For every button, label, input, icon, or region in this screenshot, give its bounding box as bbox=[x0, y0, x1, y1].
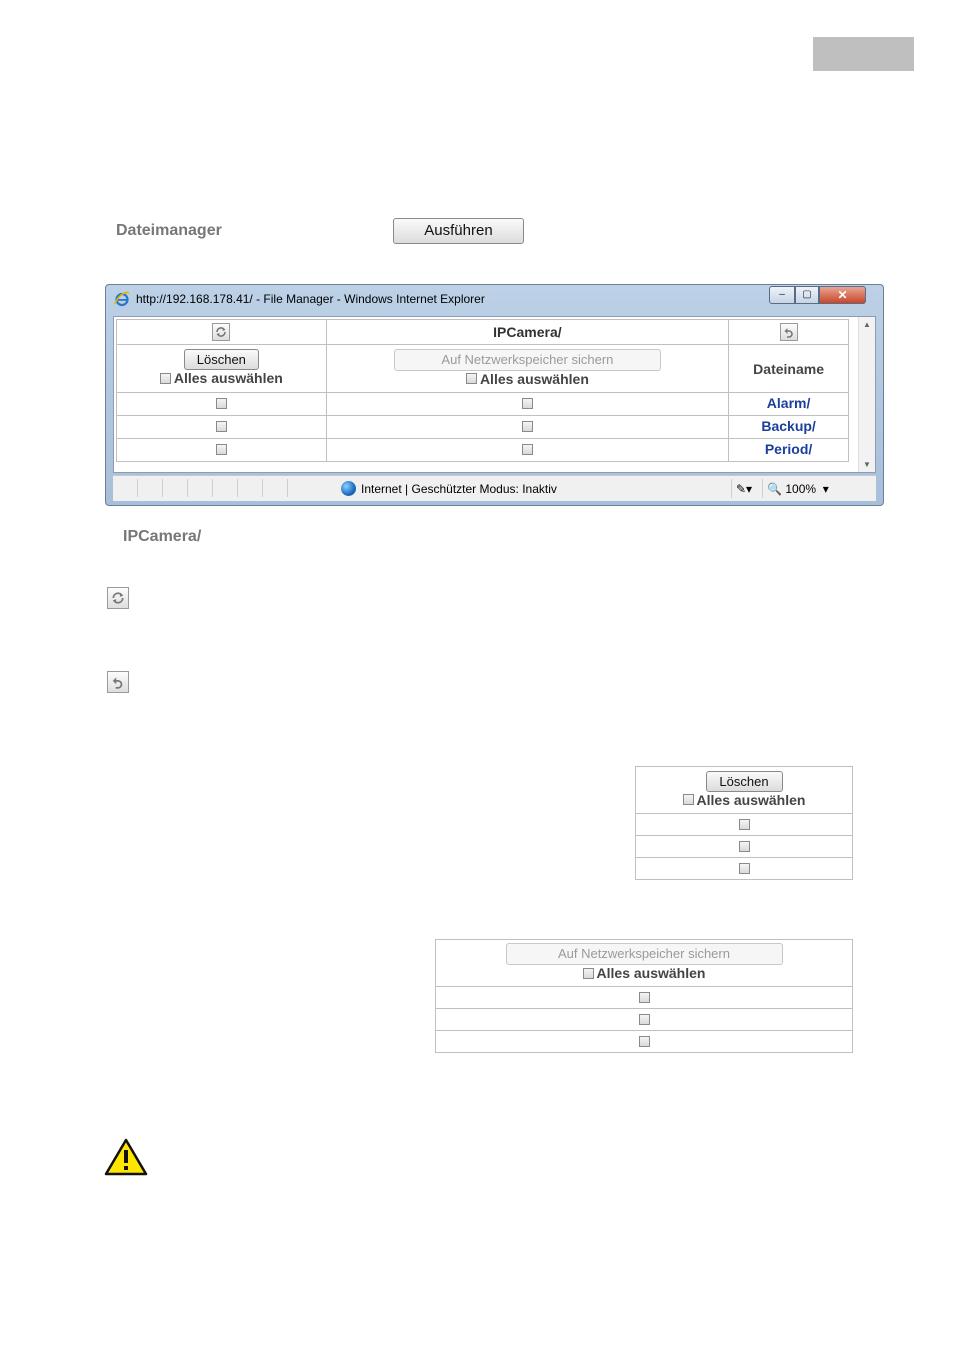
select-all-delete-checkbox[interactable] bbox=[160, 373, 171, 384]
row-nas-checkbox[interactable] bbox=[522, 421, 533, 432]
nas-column-panel bbox=[435, 939, 853, 1053]
table-row bbox=[117, 393, 849, 416]
status-bar bbox=[113, 475, 876, 501]
row-delete-checkbox[interactable] bbox=[216, 421, 227, 432]
delete-button[interactable]: Löschen bbox=[706, 771, 783, 792]
table-row bbox=[436, 987, 853, 1009]
file-table bbox=[116, 319, 849, 462]
table-row bbox=[436, 1009, 853, 1031]
refresh-icon[interactable] bbox=[212, 323, 230, 341]
select-all-label: Alles auswählen bbox=[173, 370, 283, 386]
save-nas-button[interactable]: Auf Netzwerkspeicher sichern bbox=[394, 349, 661, 371]
browser-content bbox=[113, 316, 876, 473]
folder-link-alarm[interactable]: Alarm/ bbox=[766, 395, 811, 411]
current-directory: IPCamera/ bbox=[326, 320, 728, 345]
delete-column-panel bbox=[635, 766, 853, 880]
row-nas-checkbox[interactable] bbox=[522, 398, 533, 409]
run-button[interactable]: Ausführen bbox=[393, 218, 524, 244]
table-row bbox=[117, 416, 849, 439]
close-icon[interactable]: ✕ bbox=[819, 286, 866, 304]
back-icon[interactable] bbox=[107, 671, 129, 693]
select-all-nas-checkbox[interactable] bbox=[466, 373, 477, 384]
select-all-delete-checkbox[interactable] bbox=[683, 794, 694, 805]
internet-zone-icon bbox=[341, 481, 356, 496]
table-row bbox=[636, 814, 853, 836]
directory-label: IPCamera/ bbox=[123, 528, 202, 545]
table-row bbox=[117, 439, 849, 462]
scroll-down-icon[interactable]: ▼ bbox=[863, 460, 871, 469]
minimize-icon[interactable]: – bbox=[769, 286, 795, 304]
status-text: Internet | Geschützter Modus: Inaktiv bbox=[361, 482, 557, 496]
maximize-icon[interactable]: ▢ bbox=[795, 286, 819, 304]
table-row bbox=[636, 836, 853, 858]
warning-icon bbox=[104, 1138, 148, 1176]
zoom-icon: 🔍 bbox=[767, 481, 783, 496]
window-controls bbox=[769, 286, 866, 304]
vertical-scrollbar[interactable] bbox=[858, 317, 875, 472]
ie-logo-icon bbox=[114, 291, 130, 307]
row-nas-checkbox[interactable] bbox=[639, 1014, 650, 1025]
security-icon[interactable]: ✎▾ bbox=[731, 479, 756, 498]
save-nas-button[interactable]: Auf Netzwerkspeicher sichern bbox=[506, 943, 783, 965]
select-all-label: Alles auswählen bbox=[696, 791, 806, 808]
row-delete-checkbox[interactable] bbox=[739, 841, 750, 852]
row-delete-checkbox[interactable] bbox=[739, 863, 750, 874]
row-nas-checkbox[interactable] bbox=[522, 444, 533, 455]
page-tab-marker bbox=[813, 37, 914, 71]
scroll-up-icon[interactable]: ▲ bbox=[863, 320, 871, 329]
table-row bbox=[436, 1031, 853, 1053]
browser-window bbox=[105, 284, 884, 506]
browser-titlebar bbox=[106, 285, 883, 315]
table-row bbox=[636, 858, 853, 880]
select-all-label: Alles auswählen bbox=[479, 370, 589, 387]
row-delete-checkbox[interactable] bbox=[216, 444, 227, 455]
select-all-label: Alles auswählen bbox=[596, 965, 706, 981]
row-nas-checkbox[interactable] bbox=[639, 992, 650, 1003]
select-all-nas-checkbox[interactable] bbox=[583, 968, 594, 979]
zoom-level: 100% bbox=[785, 481, 817, 496]
filename-header: Dateiname bbox=[729, 345, 849, 393]
folder-link-backup[interactable]: Backup/ bbox=[761, 418, 816, 434]
back-icon[interactable] bbox=[780, 323, 798, 341]
row-nas-checkbox[interactable] bbox=[639, 1036, 650, 1047]
row-delete-checkbox[interactable] bbox=[216, 398, 227, 409]
row-delete-checkbox[interactable] bbox=[739, 819, 750, 830]
zoom-control[interactable]: 🔍 100% ▾ bbox=[762, 479, 833, 498]
folder-link-period[interactable]: Period/ bbox=[764, 441, 813, 457]
delete-button[interactable]: Löschen bbox=[184, 349, 259, 370]
browser-title: http://192.168.178.41/ - File Manager - Windows Internet Explorer bbox=[136, 292, 485, 306]
file-manager-label: Dateimanager bbox=[116, 222, 222, 239]
refresh-icon[interactable] bbox=[107, 587, 129, 609]
